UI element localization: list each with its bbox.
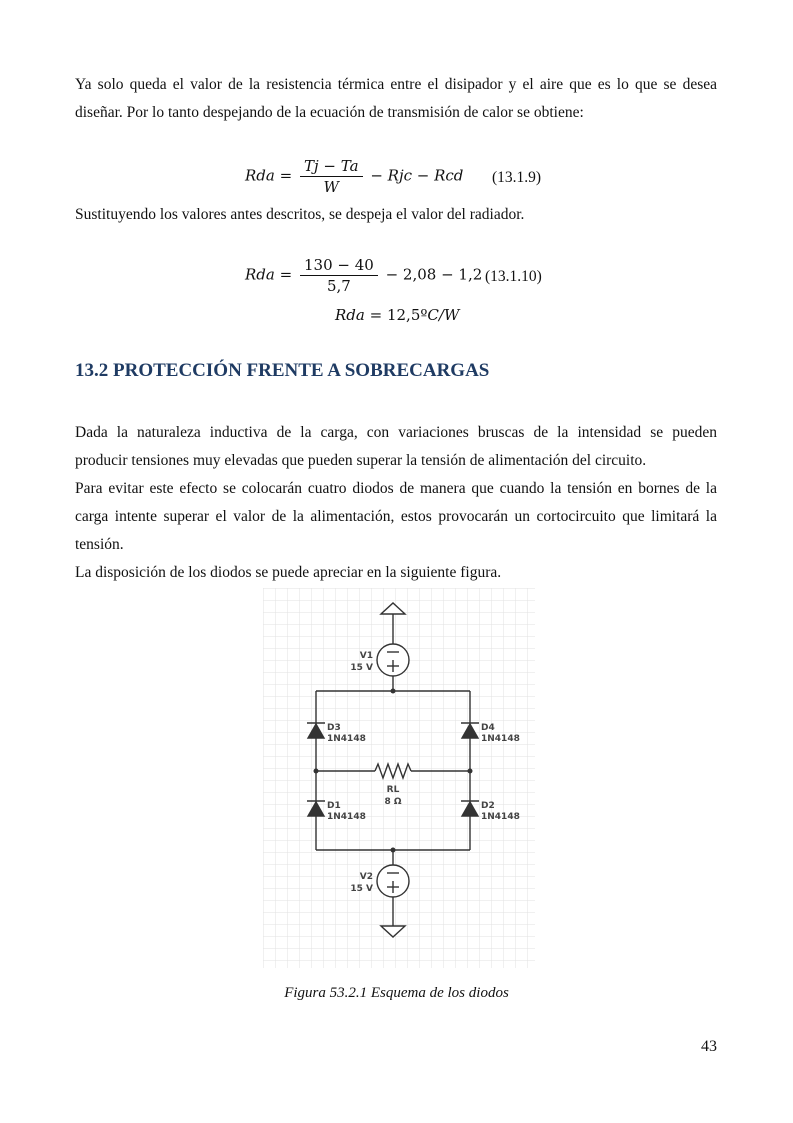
rl-value-label: 8 Ω (384, 797, 402, 807)
d2-part-label: 1N4148 (481, 812, 520, 822)
body-p1-line1: Dada la naturaleza inductiva de la carga, con variaciones bruscas de la intensidad se pueden (75, 424, 717, 441)
d1-part-label: 1N4148 (327, 812, 366, 822)
d2-name-label: D2 (481, 801, 495, 811)
intro-line-1: Ya solo queda el valor de la resistencia térmica entre el disipador y el aire que es lo que se desea (75, 76, 717, 93)
body-p2: Para evitar este efecto se colocarán cuatro diodos de manera que cuando la tensión en bornes de la carga intente superar el valor de la alimentación, estos provocarán un cortocircuito que limitará la tensión. (75, 480, 717, 553)
eq1-lhs: Rda (245, 166, 275, 185)
equation-13-1-9 (245, 157, 463, 196)
eq2-number: (13.1.10) (485, 268, 542, 285)
eq2-equals: = (279, 265, 293, 284)
eq1-fraction (300, 157, 363, 196)
page-number: 43 (701, 1038, 717, 1055)
v2-name-label: V2 (359, 872, 373, 882)
section-heading: 13.2 PROTECCIÓN FRENTE A SOBRECARGAS (75, 360, 490, 381)
d3-name-label: D3 (327, 723, 341, 733)
d1-name-label: D1 (327, 801, 341, 811)
eq1-rest: − Rjc − Rcd (370, 166, 464, 185)
eq3-unit: C/W (427, 306, 460, 324)
figure-caption: Figura 53.2.1 Esquema de los diodos (284, 985, 509, 1001)
d4-part-label: 1N4148 (481, 734, 520, 744)
eq1-equals: = (279, 166, 293, 185)
eq1-denominator: W (323, 178, 339, 196)
d3-part-label: 1N4148 (327, 734, 366, 744)
eq2-fraction (300, 256, 378, 295)
v1-value-label: 15 V (350, 663, 373, 673)
eq2-lhs: Rda (245, 265, 275, 284)
v1-name-label: V1 (359, 651, 373, 661)
circuit-schematic (263, 588, 535, 968)
eq2-numerator: 130 − 40 (300, 256, 378, 276)
d4-name-label: D4 (481, 723, 495, 733)
eq1-number: (13.1.9) (492, 169, 542, 186)
v2-value-label: 15 V (350, 884, 373, 894)
diode-circuit-figure (263, 588, 535, 968)
equation-13-1-10 (245, 256, 482, 295)
eq1-numerator: Tj − Ta (300, 157, 363, 177)
rl-name-label: RL (386, 785, 400, 795)
body-p3: La disposición de los diodos se puede apreciar en la siguiente figura. (75, 564, 502, 581)
eq2-rest: − 2,08 − 1,2 (385, 265, 483, 284)
body-p1-line2: producir tensiones muy elevadas que pueden superar la tensión de alimentación del circuito. (75, 452, 647, 469)
intro-line-2: diseñar. Por lo tanto despejando de la ecuación de transmisión de calor se obtiene: (75, 104, 584, 121)
eq2-denominator: 5,7 (326, 277, 351, 295)
equation-result (335, 306, 459, 324)
eq3-lhs: Rda (335, 306, 365, 324)
eq3-equals: = 12,5º (369, 306, 428, 324)
substitution-text: Sustituyendo los valores antes descritos, se despeja el valor del radiador. (75, 206, 525, 223)
